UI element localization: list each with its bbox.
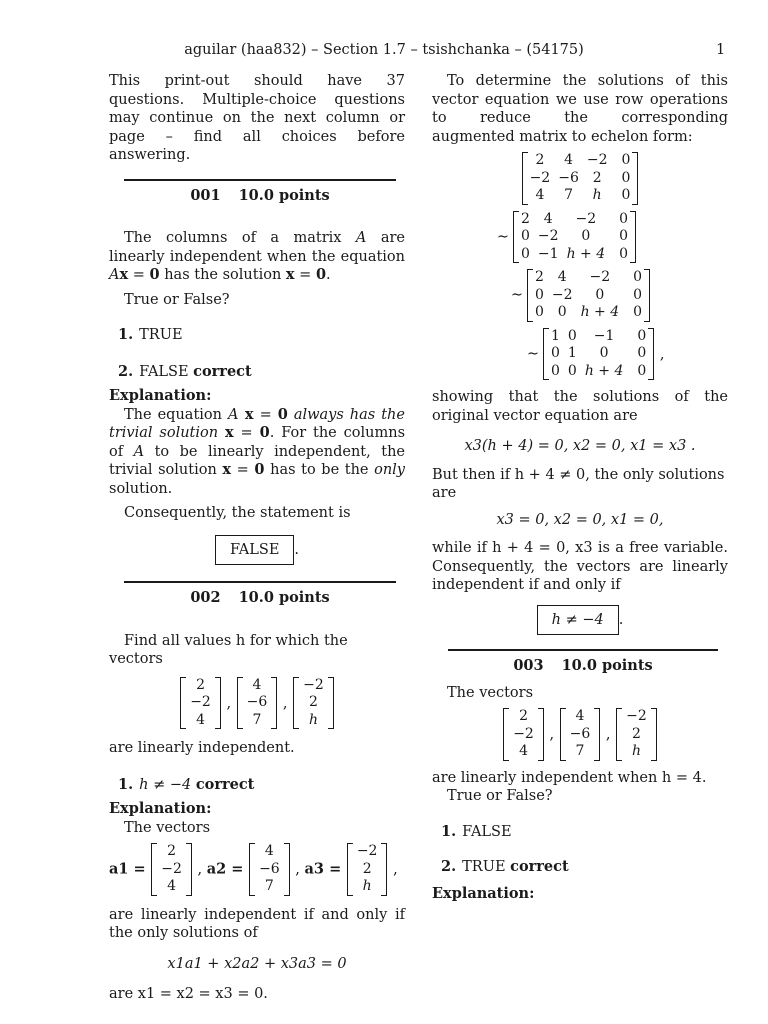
vector-2: 4 −6 7 bbox=[237, 677, 278, 730]
matrix-cell: 0 bbox=[637, 362, 647, 379]
q3-prompt: True or False? bbox=[447, 788, 553, 804]
q2-solution-equation-2: x3 = 0, x2 = 0, x1 = 0, bbox=[496, 511, 664, 528]
q2-expl-7: while if h + 4 = 0, x3 is a free variable. Consequently, the vectors are linearly independent if and only if bbox=[432, 540, 728, 593]
matrix-cell: −2 bbox=[529, 169, 551, 186]
matrix-cell: 2 bbox=[535, 269, 544, 285]
matrix-cell: 0 bbox=[567, 327, 577, 344]
matrix-2: ∼ 2 4 −2 0 0 −2 0 0 0 −1 h + 4 0 bbox=[432, 211, 728, 264]
matrix-cell: 2 bbox=[592, 169, 602, 186]
matrix-cell: −1 bbox=[593, 327, 615, 344]
matrix-cell: −6 bbox=[558, 169, 579, 186]
matrix-cell: 0 bbox=[619, 245, 629, 262]
question-number: 003 bbox=[513, 657, 544, 674]
left-column: This print-out should have 37 questions. Multiple-choice questions may continue on the next column or page – find all choices before answering. 001 10.0 points The columns of a matrix A are linearly independent when the equation Ax = 0 has the solution x = 0. True or False? 1. TRUE 2. FALSE correct Explanation: The equation A x = 0 always has the trivial solution x = 0. For the columns of A to be linearly independent, the trivial solution x = 0 has to be the only solution. Consequently, the statement is FALSE . 002 10.0 points Find all values h for which the vectors 2 −2 4 , 4 −6 7 , −2 2 h are linearly independent. 1. h ≠ −4 correct Explanation: The vectors a1 = 2 −2 4 , a2 = 4 −6 7 , a3 = −2 2 h , are linearly independent if and only if the only solutions of x1a1 + x2a2 + x3a3 = 0 are x1 = x2 = x3 = 0. bbox=[109, 73, 406, 1002]
question-002-header bbox=[124, 581, 396, 608]
question-rule bbox=[448, 649, 718, 651]
q2-choice-1[interactable]: 1. h ≠ −4 correct bbox=[118, 775, 255, 793]
q2-explanation-label: Explanation: bbox=[109, 800, 212, 817]
q2-after: are linearly independent. bbox=[109, 740, 295, 756]
matrix-cell: 0 bbox=[619, 228, 629, 244]
matrix-cell: −2 bbox=[551, 286, 573, 303]
matrix-1 bbox=[432, 152, 728, 205]
q3-vectors: 2 −2 4 , 4 −6 7 , −2 2 h bbox=[432, 708, 728, 761]
matrix-cell: 4 bbox=[543, 210, 553, 227]
correct-mark: correct bbox=[510, 858, 569, 875]
q1-explanation: The equation A x = 0 always has the trivial solution x = 0. For the columns of A to be linearly independent, the trivial solution x = 0 has to be the only solution. bbox=[109, 405, 406, 497]
matrix-cell: −2 bbox=[586, 152, 608, 168]
matrix-cell: 0 bbox=[535, 304, 544, 320]
matrix-cell: 0 bbox=[551, 362, 560, 379]
q1-stem: The columns of a matrix A are linearly independent when the equation Ax = 0 has the solution x = 0. bbox=[109, 230, 405, 283]
matrix-cell: 0 bbox=[621, 152, 631, 168]
q1-choice-1[interactable]: 1. TRUE bbox=[118, 326, 183, 343]
matrix-cell: 1 bbox=[551, 327, 560, 344]
q2-expl-4: To determine the solutions of this vector equation we use row operations to reduce the corresponding augmented matrix to echelon form: bbox=[432, 73, 728, 145]
q2-expl-2: are linearly independent if and only if the only solutions of bbox=[109, 906, 405, 941]
question-001-header bbox=[124, 179, 396, 206]
q3-choice-1[interactable]: 1. FALSE bbox=[441, 822, 512, 840]
q2-expl-5: showing that the solutions of the original vector equation are bbox=[432, 389, 728, 424]
question-points: 10.0 points bbox=[238, 186, 330, 204]
matrix-cell: 0 bbox=[595, 286, 605, 303]
question-number: 001 bbox=[190, 186, 221, 204]
q1-explanation-label: Explanation: bbox=[109, 387, 212, 404]
q2-answer-box: h ≠ −4 bbox=[537, 605, 619, 636]
intro-text: This print-out should have 37 questions. Multiple-choice questions may continue on the next column or page – find all choices before answering. bbox=[109, 73, 405, 163]
q2-stem: Find all values h for which the vectors bbox=[109, 632, 348, 667]
question-points: 10.0 points bbox=[238, 589, 330, 606]
question-rule bbox=[124, 179, 396, 181]
matrix-cell: h + 4 bbox=[584, 362, 624, 379]
matrix-cell: 2 bbox=[521, 210, 530, 227]
q1-conclusion: Consequently, the statement is bbox=[124, 505, 351, 521]
matrix-cell: 0 bbox=[637, 327, 647, 344]
q3-explanation-label: Explanation: bbox=[432, 884, 535, 902]
matrix-cell: h + 4 bbox=[580, 304, 620, 320]
q1-choice-2[interactable]: 2. FALSE correct bbox=[118, 362, 252, 380]
matrix-cell: 0 bbox=[535, 286, 544, 303]
q3-choice-2[interactable]: 2. TRUE correct bbox=[441, 858, 569, 875]
matrix-cell: 0 bbox=[621, 169, 631, 186]
q3-stem: The vectors bbox=[447, 684, 534, 701]
correct-mark: correct bbox=[193, 362, 252, 380]
matrix-cell: 2 bbox=[535, 152, 545, 168]
q2-labeled-vectors: a1 = 2 −2 4 , a2 = 4 −6 7 , a3 = −2 2 h , bbox=[109, 843, 398, 894]
question-003-header bbox=[448, 649, 718, 676]
matrix-cell: −2 bbox=[575, 210, 597, 227]
matrix-cell: 0 bbox=[521, 245, 530, 262]
matrix-cell: 0 bbox=[633, 304, 643, 320]
matrix-cell: 0 bbox=[521, 228, 530, 244]
matrix-cell: 4 bbox=[564, 152, 573, 168]
matrix-cell: 0 bbox=[599, 345, 609, 361]
q2-expl-intro: The vectors bbox=[124, 819, 211, 836]
correct-mark: correct bbox=[195, 775, 255, 793]
q2-expl-6: But then if h + 4 ≠ 0, the only solutions are bbox=[432, 466, 725, 501]
q2-expl-3: are x1 = x2 = x3 = 0. bbox=[109, 986, 268, 1002]
q2-vectors: 2 −2 4 , 4 −6 7 , −2 2 h bbox=[109, 677, 405, 730]
vector-3: −2 2 h bbox=[293, 677, 334, 730]
page-number: 1 bbox=[716, 42, 726, 58]
matrix-cell: 4 bbox=[557, 269, 567, 285]
matrix-cell: 7 bbox=[564, 187, 573, 203]
question-number: 002 bbox=[190, 589, 221, 606]
matrix-4: ∼ 1 0 −1 0 0 1 0 0 0 0 h + 4 0 , bbox=[526, 327, 665, 379]
matrix-3: ∼ 2 4 −2 0 0 −2 0 0 0 0 h + 4 0 bbox=[432, 269, 728, 322]
matrix-cell: 0 bbox=[557, 304, 567, 320]
q1-answer-box: FALSE bbox=[215, 535, 294, 566]
q3-after: are linearly independent when h = 4. bbox=[432, 769, 707, 786]
matrix-cell: 4 bbox=[535, 187, 545, 203]
matrix-cell: h + 4 bbox=[566, 245, 606, 262]
matrix-cell: 0 bbox=[581, 228, 591, 244]
q1-prompt: True or False? bbox=[124, 291, 230, 308]
matrix-cell: 1 bbox=[567, 345, 577, 361]
matrix-cell: −1 bbox=[537, 245, 559, 262]
matrix-cell: 0 bbox=[567, 362, 577, 379]
vector-1: 2 −2 4 bbox=[180, 677, 221, 730]
right-column: To determine the solutions of this vector equation we use row operations to reduce the corresponding augmented matrix to echelon form: 2 4 −2 0 −2 −6 2 0 4 7 h 0 ∼ 2 4 −2 0 0 −2 0 0 0 −1 h + 4 0 ∼ 2 4 −2 0 0 −2 0 0 0 0 h + 4 0 ∼ 1 0 −1 0 0 1 0 0 0 0 h + 4 0 , showing that the solutions of the original vector equation are x3(h + 4) = 0, x2 = 0, x1 = x3 . But then if h + 4 ≠ 0, the only solutions are x3 = 0, x2 = 0, x1 = 0, while if h + 4 = 0, x3 is a free variable. Consequently, the vectors are linearly independent if and only if h ≠ −4 . 003 10.0 points The vectors 2 −2 4 , 4 −6 7 , −2 2 h are linearly independent when h = 4. True or False? 1. FALSE 2. TRUE correct Explanation: bbox=[432, 73, 728, 902]
matrix-cell: 0 bbox=[637, 345, 647, 361]
matrix-cell: 0 bbox=[621, 187, 631, 203]
matrix-cell: h bbox=[592, 187, 602, 203]
q2-solution-equation: x3(h + 4) = 0, x2 = 0, x1 = x3 . bbox=[464, 438, 696, 454]
matrix-cell: 0 bbox=[633, 286, 643, 303]
matrix-cell: −2 bbox=[537, 228, 559, 244]
question-rule bbox=[124, 581, 396, 583]
matrix-cell: 0 bbox=[551, 345, 560, 361]
question-points: 10.0 points bbox=[561, 657, 653, 674]
matrix-cell: 0 bbox=[633, 269, 643, 285]
matrix-cell: −2 bbox=[589, 269, 611, 285]
header-title: aguilar (haa832) – Section 1.7 – tsishchanka – (54175) bbox=[184, 42, 584, 58]
q2-equation: x1a1 + x2a2 + x3a3 = 0 bbox=[167, 955, 347, 972]
matrix-cell: 0 bbox=[619, 210, 629, 227]
